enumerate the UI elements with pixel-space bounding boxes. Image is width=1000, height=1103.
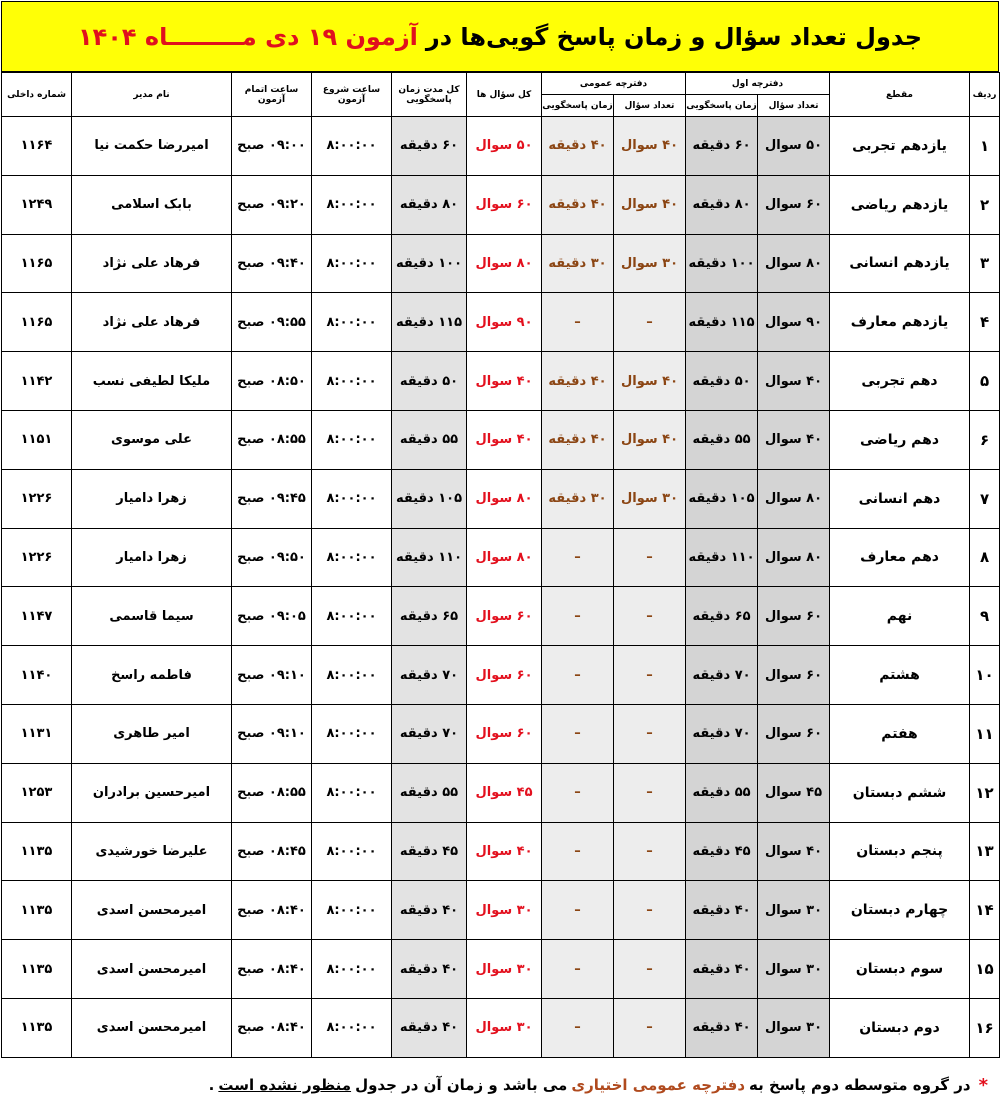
cell-start-time: ۸:۰۰:۰۰ <box>312 822 392 881</box>
cell-end-time: ۰۹:۱۰ صبح <box>232 704 312 763</box>
table-row <box>2 293 1000 352</box>
cell-row-number: ۲ <box>970 175 1000 234</box>
cell-general-count: – <box>614 822 686 881</box>
table-row <box>2 763 1000 822</box>
table-row <box>2 704 1000 763</box>
asterisk-icon: * <box>978 1074 988 1096</box>
header-general-count: تعداد سؤال <box>614 95 686 117</box>
cell-end-time: ۰۹:۵۵ صبح <box>232 293 312 352</box>
cell-internal-number: ۱۲۴۹ <box>2 175 72 234</box>
cell-general-count: ۴۰ سوال <box>614 117 686 176</box>
cell-start-time: ۸:۰۰:۰۰ <box>312 704 392 763</box>
table-row <box>2 117 1000 176</box>
cell-manager: فرهاد علی نژاد <box>72 234 232 293</box>
cell-internal-number: ۱۱۳۵ <box>2 822 72 881</box>
cell-start-time: ۸:۰۰:۰۰ <box>312 881 392 940</box>
cell-grade: ششم دبستان <box>830 763 970 822</box>
cell-internal-number: ۱۱۳۵ <box>2 881 72 940</box>
cell-grade: سوم دبستان <box>830 940 970 999</box>
cell-total-questions: ۸۰ سوال <box>467 234 542 293</box>
cell-grade: دوم دبستان <box>830 998 970 1057</box>
cell-end-time: ۰۸:۴۰ صبح <box>232 998 312 1057</box>
cell-manager: امیررضا حکمت نیا <box>72 117 232 176</box>
cell-booklet1-count: ۴۵ سوال <box>758 763 830 822</box>
cell-start-time: ۸:۰۰:۰۰ <box>312 528 392 587</box>
cell-manager: ملیکا لطیفی نسب <box>72 352 232 411</box>
cell-booklet1-count: ۶۰ سوال <box>758 587 830 646</box>
cell-total-time: ۶۵ دقیقه <box>392 587 467 646</box>
cell-total-time: ۵۰ دقیقه <box>392 352 467 411</box>
cell-general-time: ۴۰ دقیقه <box>542 117 614 176</box>
cell-grade: دهم تجربی <box>830 352 970 411</box>
cell-general-time: – <box>542 646 614 705</box>
cell-general-count: – <box>614 940 686 999</box>
cell-general-count: – <box>614 587 686 646</box>
cell-booklet1-time: ۷۰ دقیقه <box>686 704 758 763</box>
cell-general-time: ۳۰ دقیقه <box>542 234 614 293</box>
cell-booklet1-time: ۱۱۵ دقیقه <box>686 293 758 352</box>
cell-start-time: ۸:۰۰:۰۰ <box>312 234 392 293</box>
cell-general-count: ۴۰ سوال <box>614 175 686 234</box>
cell-booklet1-count: ۶۰ سوال <box>758 704 830 763</box>
cell-internal-number: ۱۱۶۵ <box>2 293 72 352</box>
cell-row-number: ۱۵ <box>970 940 1000 999</box>
cell-booklet1-count: ۴۰ سوال <box>758 410 830 469</box>
header-general-booklet: دفترچه عمومی <box>542 73 686 95</box>
cell-general-time: – <box>542 587 614 646</box>
footnote <box>12 1072 988 1098</box>
cell-booklet1-time: ۵۵ دقیقه <box>686 763 758 822</box>
cell-general-time: – <box>542 528 614 587</box>
cell-booklet1-time: ۱۰۰ دقیقه <box>686 234 758 293</box>
cell-internal-number: ۱۱۴۰ <box>2 646 72 705</box>
cell-manager: سیما قاسمی <box>72 587 232 646</box>
cell-manager: زهرا دامیار <box>72 469 232 528</box>
cell-end-time: ۰۹:۵۰ صبح <box>232 528 312 587</box>
cell-total-questions: ۶۰ سوال <box>467 587 542 646</box>
cell-booklet1-time: ۸۰ دقیقه <box>686 175 758 234</box>
cell-internal-number: ۱۲۵۳ <box>2 763 72 822</box>
table-row <box>2 469 1000 528</box>
table-row <box>2 646 1000 705</box>
cell-row-number: ۳ <box>970 234 1000 293</box>
table-row <box>2 822 1000 881</box>
cell-grade: هفتم <box>830 704 970 763</box>
cell-total-time: ۱۱۰ دقیقه <box>392 528 467 587</box>
cell-internal-number: ۱۱۶۵ <box>2 234 72 293</box>
cell-booklet1-count: ۳۰ سوال <box>758 998 830 1057</box>
cell-booklet1-count: ۸۰ سوال <box>758 528 830 587</box>
cell-grade: یازدهم انسانی <box>830 234 970 293</box>
cell-end-time: ۰۹:۲۰ صبح <box>232 175 312 234</box>
table-row <box>2 940 1000 999</box>
cell-grade: یازدهم تجربی <box>830 117 970 176</box>
cell-booklet1-count: ۳۰ سوال <box>758 881 830 940</box>
cell-total-time: ۱۱۵ دقیقه <box>392 293 467 352</box>
cell-internal-number: ۱۱۶۴ <box>2 117 72 176</box>
cell-grade: چهارم دبستان <box>830 881 970 940</box>
cell-general-time: ۴۰ دقیقه <box>542 175 614 234</box>
cell-end-time: ۰۸:۵۵ صبح <box>232 763 312 822</box>
cell-general-count: ۴۰ سوال <box>614 410 686 469</box>
cell-grade: پنجم دبستان <box>830 822 970 881</box>
cell-start-time: ۸:۰۰:۰۰ <box>312 352 392 411</box>
cell-total-questions: ۸۰ سوال <box>467 528 542 587</box>
cell-general-time: – <box>542 704 614 763</box>
cell-booklet1-time: ۵۵ دقیقه <box>686 410 758 469</box>
cell-booklet1-count: ۵۰ سوال <box>758 117 830 176</box>
cell-total-questions: ۴۰ سوال <box>467 822 542 881</box>
cell-manager: امیرمحسن اسدی <box>72 998 232 1057</box>
cell-general-time: – <box>542 940 614 999</box>
cell-row-number: ۷ <box>970 469 1000 528</box>
cell-grade: دهم انسانی <box>830 469 970 528</box>
cell-booklet1-count: ۳۰ سوال <box>758 940 830 999</box>
cell-total-questions: ۶۰ سوال <box>467 646 542 705</box>
cell-booklet1-time: ۶۵ دقیقه <box>686 587 758 646</box>
cell-end-time: ۰۹:۴۰ صبح <box>232 234 312 293</box>
cell-total-time: ۶۰ دقیقه <box>392 117 467 176</box>
cell-manager: امیر طاهری <box>72 704 232 763</box>
footnote-part1: در گروه متوسطه دوم پاسخ به <box>749 1076 971 1094</box>
cell-manager: علی موسوی <box>72 410 232 469</box>
cell-booklet1-time: ۴۵ دقیقه <box>686 822 758 881</box>
cell-booklet1-time: ۷۰ دقیقه <box>686 646 758 705</box>
cell-booklet1-count: ۶۰ سوال <box>758 646 830 705</box>
cell-general-count: ۴۰ سوال <box>614 352 686 411</box>
cell-total-time: ۸۰ دقیقه <box>392 175 467 234</box>
schedule-table <box>1 72 1000 1058</box>
cell-booklet1-count: ۶۰ سوال <box>758 175 830 234</box>
cell-total-time: ۴۵ دقیقه <box>392 822 467 881</box>
cell-general-count: – <box>614 293 686 352</box>
table-row <box>2 410 1000 469</box>
cell-end-time: ۰۸:۴۵ صبح <box>232 822 312 881</box>
header-booklet1-count: تعداد سؤال <box>758 95 830 117</box>
cell-general-count: – <box>614 763 686 822</box>
cell-end-time: ۰۹:۰۵ صبح <box>232 587 312 646</box>
cell-general-time: ۴۰ دقیقه <box>542 410 614 469</box>
cell-row-number: ۱۶ <box>970 998 1000 1057</box>
cell-start-time: ۸:۰۰:۰۰ <box>312 940 392 999</box>
cell-total-time: ۴۰ دقیقه <box>392 998 467 1057</box>
cell-manager: فرهاد علی نژاد <box>72 293 232 352</box>
cell-general-time: ۳۰ دقیقه <box>542 469 614 528</box>
cell-general-count: – <box>614 646 686 705</box>
cell-total-time: ۱۰۵ دقیقه <box>392 469 467 528</box>
cell-start-time: ۸:۰۰:۰۰ <box>312 998 392 1057</box>
footnote-end: . <box>208 1076 215 1094</box>
cell-booklet1-time: ۴۰ دقیقه <box>686 881 758 940</box>
cell-end-time: ۰۸:۴۰ صبح <box>232 881 312 940</box>
cell-total-time: ۴۰ دقیقه <box>392 940 467 999</box>
cell-general-count: – <box>614 998 686 1057</box>
cell-total-questions: ۶۰ سوال <box>467 704 542 763</box>
cell-total-time: ۷۰ دقیقه <box>392 646 467 705</box>
cell-grade: هشتم <box>830 646 970 705</box>
cell-booklet1-count: ۸۰ سوال <box>758 469 830 528</box>
header-start-time: ساعت شروع آزمون <box>312 73 392 117</box>
cell-start-time: ۸:۰۰:۰۰ <box>312 293 392 352</box>
cell-total-questions: ۴۵ سوال <box>467 763 542 822</box>
footnote-part2: می باشد و زمان آن در جدول <box>355 1076 568 1094</box>
cell-total-questions: ۴۰ سوال <box>467 410 542 469</box>
cell-general-count: – <box>614 704 686 763</box>
cell-general-count: ۳۰ سوال <box>614 469 686 528</box>
cell-booklet1-time: ۴۰ دقیقه <box>686 998 758 1057</box>
cell-grade: دهم معارف <box>830 528 970 587</box>
cell-total-questions: ۳۰ سوال <box>467 881 542 940</box>
cell-booklet1-count: ۸۰ سوال <box>758 234 830 293</box>
cell-start-time: ۸:۰۰:۰۰ <box>312 410 392 469</box>
cell-total-questions: ۳۰ سوال <box>467 998 542 1057</box>
cell-internal-number: ۱۲۲۶ <box>2 528 72 587</box>
table-row <box>2 881 1000 940</box>
table-body <box>2 117 1000 1058</box>
cell-internal-number: ۱۱۴۲ <box>2 352 72 411</box>
cell-internal-number: ۱۱۳۵ <box>2 998 72 1057</box>
cell-total-time: ۷۰ دقیقه <box>392 704 467 763</box>
cell-internal-number: ۱۱۴۷ <box>2 587 72 646</box>
footnote-underlined: منظور نشده است <box>218 1076 352 1094</box>
header-internal-number: شماره داخلی <box>2 73 72 117</box>
cell-total-questions: ۵۰ سوال <box>467 117 542 176</box>
cell-general-time: – <box>542 881 614 940</box>
cell-row-number: ۴ <box>970 293 1000 352</box>
cell-row-number: ۵ <box>970 352 1000 411</box>
cell-end-time: ۰۹:۰۰ صبح <box>232 117 312 176</box>
cell-general-time: – <box>542 293 614 352</box>
cell-end-time: ۰۸:۴۰ صبح <box>232 940 312 999</box>
cell-start-time: ۸:۰۰:۰۰ <box>312 763 392 822</box>
cell-row-number: ۶ <box>970 410 1000 469</box>
cell-general-count: – <box>614 881 686 940</box>
cell-row-number: ۱۰ <box>970 646 1000 705</box>
header-manager: نام مدیر <box>72 73 232 117</box>
cell-general-time: – <box>542 998 614 1057</box>
cell-start-time: ۸:۰۰:۰۰ <box>312 646 392 705</box>
cell-general-count: – <box>614 528 686 587</box>
cell-grade: نهم <box>830 587 970 646</box>
title-main: جدول تعداد سؤال و زمان پاسخ گویی‌ها در <box>425 22 923 51</box>
header-end-time: ساعت اتمام آزمون <box>232 73 312 117</box>
cell-internal-number: ۱۲۲۶ <box>2 469 72 528</box>
cell-total-questions: ۸۰ سوال <box>467 469 542 528</box>
cell-general-time: – <box>542 763 614 822</box>
cell-end-time: ۰۸:۵۰ صبح <box>232 352 312 411</box>
cell-booklet1-time: ۵۰ دقیقه <box>686 352 758 411</box>
header-grade: مقطع <box>830 73 970 117</box>
cell-grade: دهم ریاضی <box>830 410 970 469</box>
header-row-number: ردیف <box>970 73 1000 117</box>
cell-manager: امیرمحسن اسدی <box>72 940 232 999</box>
cell-internal-number: ۱۱۵۱ <box>2 410 72 469</box>
header-total-time: کل مدت زمان پاسخگویی <box>392 73 467 117</box>
cell-general-count: ۳۰ سوال <box>614 234 686 293</box>
header-total-questions: کل سؤال ها <box>467 73 542 117</box>
cell-manager: فاطمه راسخ <box>72 646 232 705</box>
cell-booklet1-count: ۹۰ سوال <box>758 293 830 352</box>
cell-booklet1-time: ۴۰ دقیقه <box>686 940 758 999</box>
cell-manager: امیرحسین برادران <box>72 763 232 822</box>
cell-total-questions: ۶۰ سوال <box>467 175 542 234</box>
cell-end-time: ۰۸:۵۵ صبح <box>232 410 312 469</box>
cell-total-questions: ۴۰ سوال <box>467 352 542 411</box>
footnote-highlight: دفترچه عمومی اختیاری <box>571 1076 746 1094</box>
cell-end-time: ۰۹:۱۰ صبح <box>232 646 312 705</box>
cell-grade: یازدهم ریاضی <box>830 175 970 234</box>
cell-row-number: ۱۱ <box>970 704 1000 763</box>
cell-manager: زهرا دامیار <box>72 528 232 587</box>
table-row <box>2 528 1000 587</box>
cell-end-time: ۰۹:۴۵ صبح <box>232 469 312 528</box>
cell-total-questions: ۳۰ سوال <box>467 940 542 999</box>
cell-total-time: ۱۰۰ دقیقه <box>392 234 467 293</box>
cell-start-time: ۸:۰۰:۰۰ <box>312 175 392 234</box>
cell-total-questions: ۹۰ سوال <box>467 293 542 352</box>
cell-booklet1-time: ۶۰ دقیقه <box>686 117 758 176</box>
cell-row-number: ۱۲ <box>970 763 1000 822</box>
cell-booklet1-count: ۴۰ سوال <box>758 352 830 411</box>
cell-internal-number: ۱۱۳۱ <box>2 704 72 763</box>
cell-general-time: – <box>542 822 614 881</box>
header-general-time: زمان پاسخگویی <box>542 95 614 117</box>
header-booklet1: دفترچه اول <box>686 73 830 95</box>
cell-total-time: ۵۵ دقیقه <box>392 410 467 469</box>
cell-manager: علیرضا خورشیدی <box>72 822 232 881</box>
cell-booklet1-time: ۱۰۵ دقیقه <box>686 469 758 528</box>
cell-total-time: ۵۵ دقیقه <box>392 763 467 822</box>
table-row <box>2 587 1000 646</box>
cell-booklet1-time: ۱۱۰ دقیقه <box>686 528 758 587</box>
cell-row-number: ۱ <box>970 117 1000 176</box>
cell-row-number: ۱۴ <box>970 881 1000 940</box>
cell-manager: بابک اسلامی <box>72 175 232 234</box>
page-title <box>1 1 999 72</box>
cell-start-time: ۸:۰۰:۰۰ <box>312 469 392 528</box>
cell-booklet1-count: ۴۰ سوال <box>758 822 830 881</box>
cell-row-number: ۱۳ <box>970 822 1000 881</box>
cell-internal-number: ۱۱۳۵ <box>2 940 72 999</box>
title-highlight: آزمون ۱۹ دی مـــــــــاه ۱۴۰۴ <box>77 22 418 51</box>
cell-manager: امیرمحسن اسدی <box>72 881 232 940</box>
cell-row-number: ۹ <box>970 587 1000 646</box>
header-booklet1-time: زمان پاسخگویی <box>686 95 758 117</box>
cell-general-time: ۴۰ دقیقه <box>542 352 614 411</box>
cell-start-time: ۸:۰۰:۰۰ <box>312 117 392 176</box>
table-row <box>2 175 1000 234</box>
cell-total-time: ۴۰ دقیقه <box>392 881 467 940</box>
cell-start-time: ۸:۰۰:۰۰ <box>312 587 392 646</box>
cell-grade: یازدهم معارف <box>830 293 970 352</box>
table-row <box>2 998 1000 1057</box>
table-row <box>2 234 1000 293</box>
cell-row-number: ۸ <box>970 528 1000 587</box>
table-row <box>2 352 1000 411</box>
